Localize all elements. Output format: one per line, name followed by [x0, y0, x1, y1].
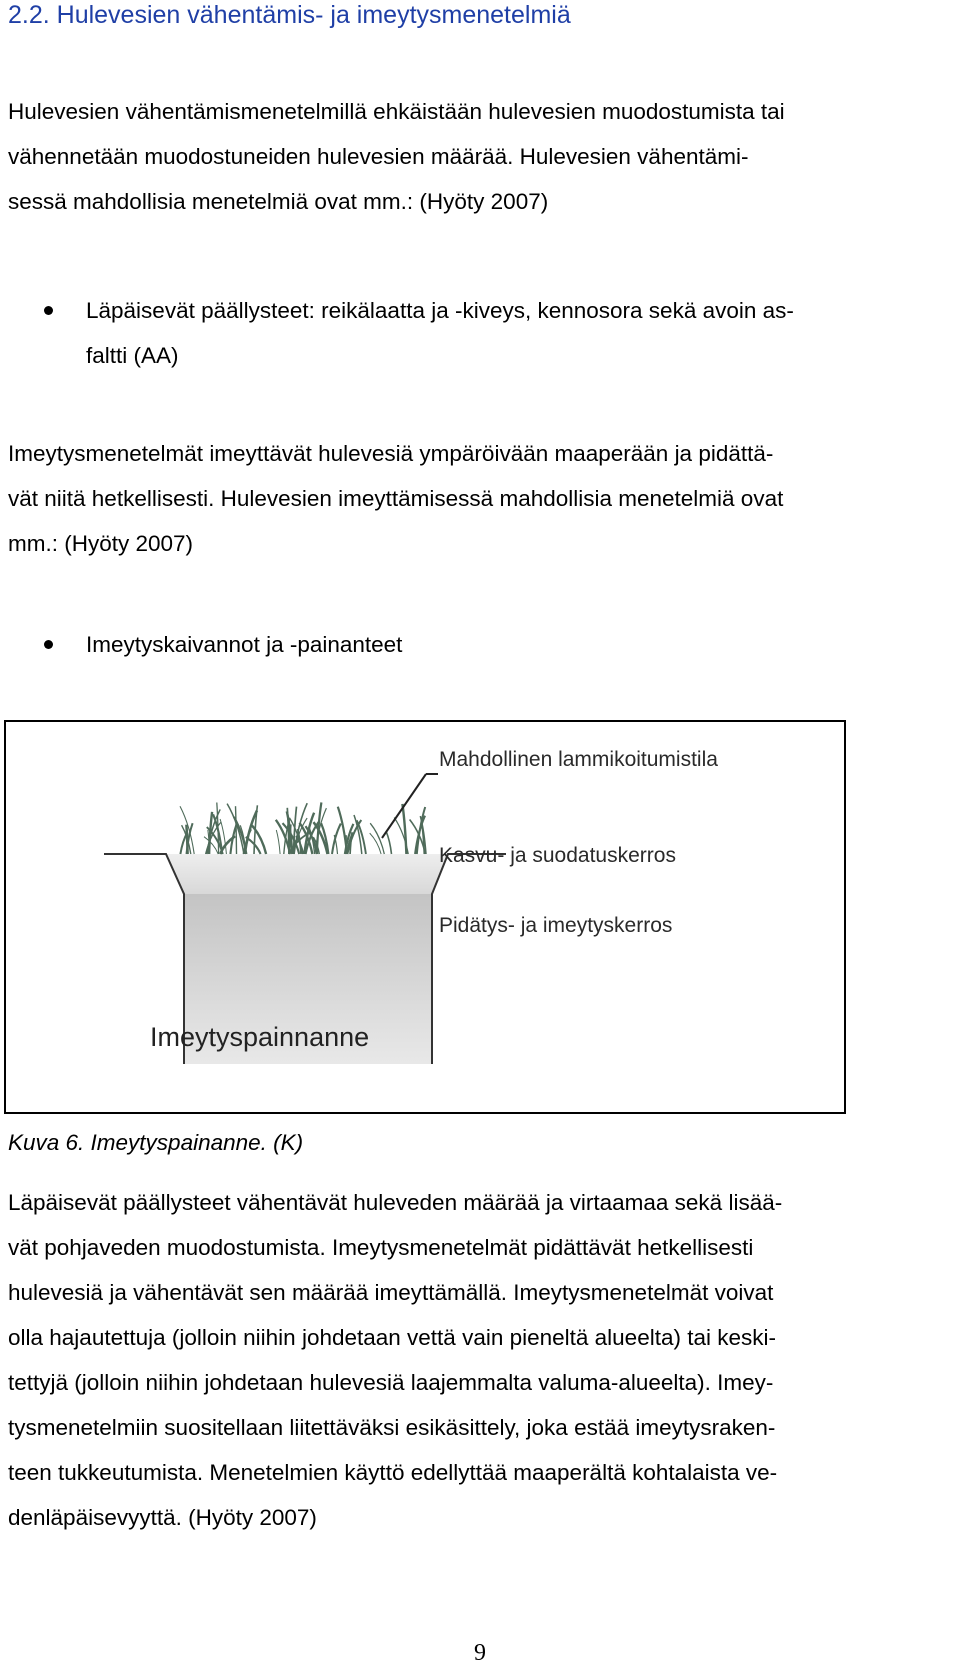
page-number: 9 — [474, 1640, 486, 1666]
bullet-icon — [44, 640, 53, 649]
text-line: sessä mahdollisia menetelmiä ovat mm.: (Hyöty 2007) — [8, 189, 549, 214]
paragraph-summary — [8, 1180, 782, 1540]
bullet-item-trenches — [86, 622, 402, 667]
text-line: mm.: (Hyöty 2007) — [8, 531, 194, 556]
figure-title: Imeytyspainnanne — [150, 1022, 370, 1052]
text-line: vät niitä hetkellisesti. Hulevesien imeyttämisessä mahdollisia menetelmiä ovat — [8, 486, 784, 511]
infiltration-basin-figure — [4, 720, 846, 1114]
text-line: faltti (AA) — [86, 343, 179, 368]
paragraph-intro — [8, 89, 785, 224]
text-line: Imeytysmenetelmät imeyttävät hulevesiä ympäröivään maaperään ja pidättä- — [8, 441, 774, 466]
label-ponding-space: Mahdollinen lammikoitumistila — [439, 748, 718, 771]
label-filter-layer: Kasvu- ja suodatuskerros — [439, 844, 676, 867]
label-retention-layer: Pidätys- ja imeytyskerros — [439, 914, 673, 937]
text-line: hulevesiä ja vähentävät sen määrää imeyttämällä. Imeytysmenetelmät voivat — [8, 1280, 774, 1305]
text-line: teen tukkeutumista. Menetelmien käyttö edellyttää maaperältä kohtalaista ve- — [8, 1460, 778, 1485]
text-line: Läpäisevät päällysteet vähentävät huleveden määrää ja virtaamaa sekä lisää- — [8, 1190, 783, 1215]
text-line: vähennetään muodostuneiden hulevesien määrää. Hulevesien vähentämi- — [8, 144, 749, 169]
section-heading: 2.2. Hulevesien vähentämis- ja imeytysmenetelmiä — [8, 1, 571, 29]
text-line: vät pohjaveden muodostumista. Imeytysmenetelmät pidättävät hetkellisesti — [8, 1235, 754, 1260]
basin-diagram — [6, 722, 846, 1114]
bullet-icon — [44, 306, 53, 315]
filter-layer — [166, 854, 448, 894]
bullet-item-permeable — [86, 288, 794, 378]
text-line: olla hajautettuja (jolloin niihin johdetaan vettä vain pieneltä alueelta) tai keski- — [8, 1325, 776, 1350]
text-line: Imeytyskaivannot ja -painanteet — [86, 632, 403, 657]
text-line: tettyjä (jolloin niihin johdetaan hulevesiä laajemmalta valuma-alueelta). Imey- — [8, 1370, 774, 1395]
paragraph-infiltration — [8, 431, 783, 566]
text-line: tysmenetelmiin suositellaan liitettäväksi esikäsittely, joka estää imeytysraken- — [8, 1415, 776, 1440]
text-line: denläpäisevyyttä. (Hyöty 2007) — [8, 1505, 317, 1530]
text-line: Läpäisevät päällysteet: reikälaatta ja -kiveys, kennosora sekä avoin as- — [86, 298, 794, 323]
figure-caption: Kuva 6. Imeytyspainanne. (K) — [8, 1130, 304, 1155]
text-line: Hulevesien vähentämismenetelmillä ehkäistään hulevesien muodostumista tai — [8, 99, 785, 124]
